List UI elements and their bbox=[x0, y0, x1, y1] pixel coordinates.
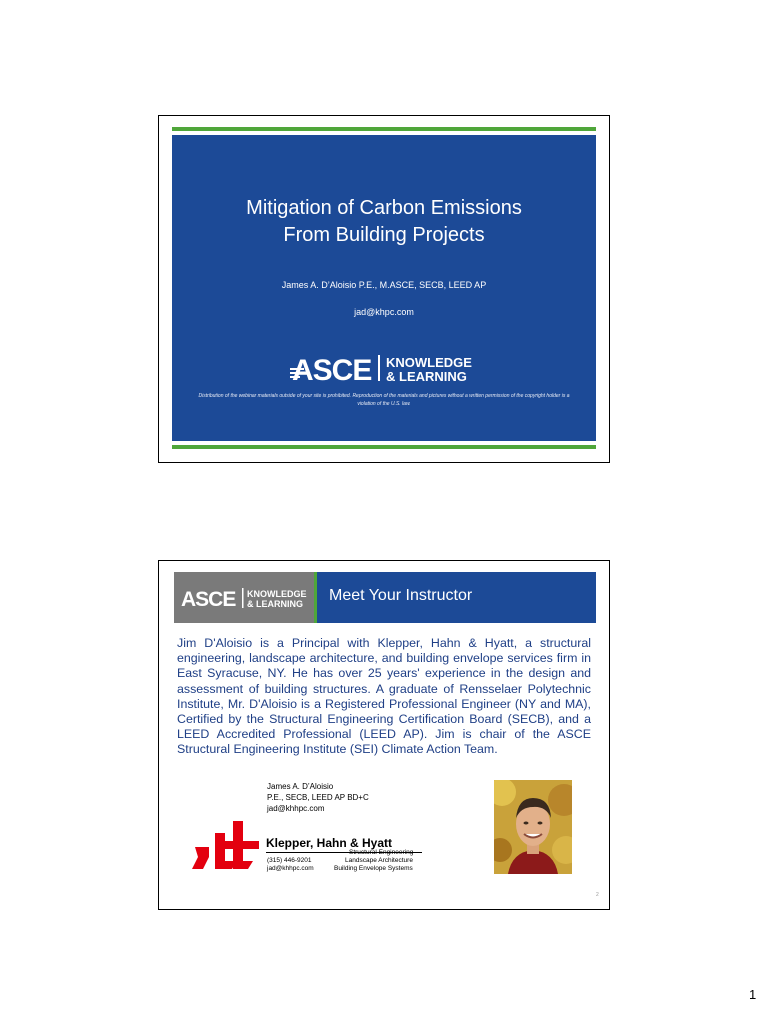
logo-learning-text-small: & LEARNING bbox=[247, 599, 303, 609]
slide-number: 2 bbox=[596, 892, 599, 898]
asce-knowledge-learning-logo bbox=[290, 351, 490, 385]
contact-credentials: P.E., SECB, LEED AP BD+C bbox=[267, 793, 369, 802]
company-name: Klepper, Hahn & Hyatt bbox=[266, 836, 393, 850]
asce-brand-text: ASCE bbox=[292, 354, 372, 385]
page-number: 1 bbox=[749, 987, 757, 1002]
service-landscape: Landscape Architecture bbox=[345, 857, 413, 864]
logo-divider bbox=[378, 355, 380, 381]
logo-knowledge-text: KNOWLEDGE bbox=[386, 355, 472, 370]
title-panel bbox=[172, 135, 596, 441]
instructor-photo bbox=[494, 780, 572, 874]
company-phone: (315) 446-9201 bbox=[267, 857, 312, 864]
slide-title-line1: Mitigation of Carbon Emissions bbox=[246, 197, 522, 219]
asce-brand-text-small: ASCE bbox=[181, 588, 236, 611]
instructor-slide bbox=[158, 560, 610, 910]
service-envelope: Building Envelope Systems bbox=[334, 865, 413, 872]
green-accent-line-top bbox=[172, 127, 596, 131]
logo-knowledge-text-small: KNOWLEDGE bbox=[247, 589, 307, 599]
slide-title: Meet Your Instructor bbox=[329, 587, 473, 604]
instructor-bio: Jim D'Aloisio is a Principal with Klepper, Hahn & Hyatt, a structural engineering, landscape architecture, and building envelope services firm in East Syracuse, NY. He has over 25 years' experience in the design and assessment of building structures. A graduate of Rensselaer Polytechnic Institute, Mr. D'Aloisio is a Registered Professional Engineer (NY and MA), Certified by the Structural Engineering Certification Board (SECB), and a LEED Accredited Professional (LEED AP). Jim is chair of the ASCE Structural Engineering Institute (SEI) Climate Action Team. bbox=[177, 636, 591, 757]
company-email: jad@khhpc.com bbox=[267, 865, 314, 872]
contact-email: jad@khhpc.com bbox=[267, 804, 325, 813]
khh-logo-icon bbox=[189, 819, 264, 874]
slide-title-line2: From Building Projects bbox=[283, 224, 485, 246]
logo-divider-small bbox=[242, 588, 244, 608]
service-structural: Structural Engineering bbox=[349, 849, 414, 856]
header-logo-block bbox=[174, 572, 314, 623]
author-email: jad@khpc.com bbox=[354, 307, 414, 317]
copyright-disclaimer: Distribution of the webinar materials outside of your site is prohibited. Reproduction of the materials and pictures without a written permission of the copyright holder is a violation of the U.S. law. bbox=[198, 393, 570, 407]
header-title-bar bbox=[317, 572, 596, 623]
asce-knowledge-learning-logo-small bbox=[174, 572, 314, 623]
contact-name: James A. D’Aloisio bbox=[267, 782, 334, 791]
author-line: James A. D’Aloisio P.E., M.ASCE, SECB, LEED AP bbox=[281, 280, 487, 290]
logo-learning-text: & LEARNING bbox=[386, 369, 467, 384]
green-accent-line-bottom bbox=[172, 445, 596, 449]
title-slide bbox=[158, 115, 610, 463]
